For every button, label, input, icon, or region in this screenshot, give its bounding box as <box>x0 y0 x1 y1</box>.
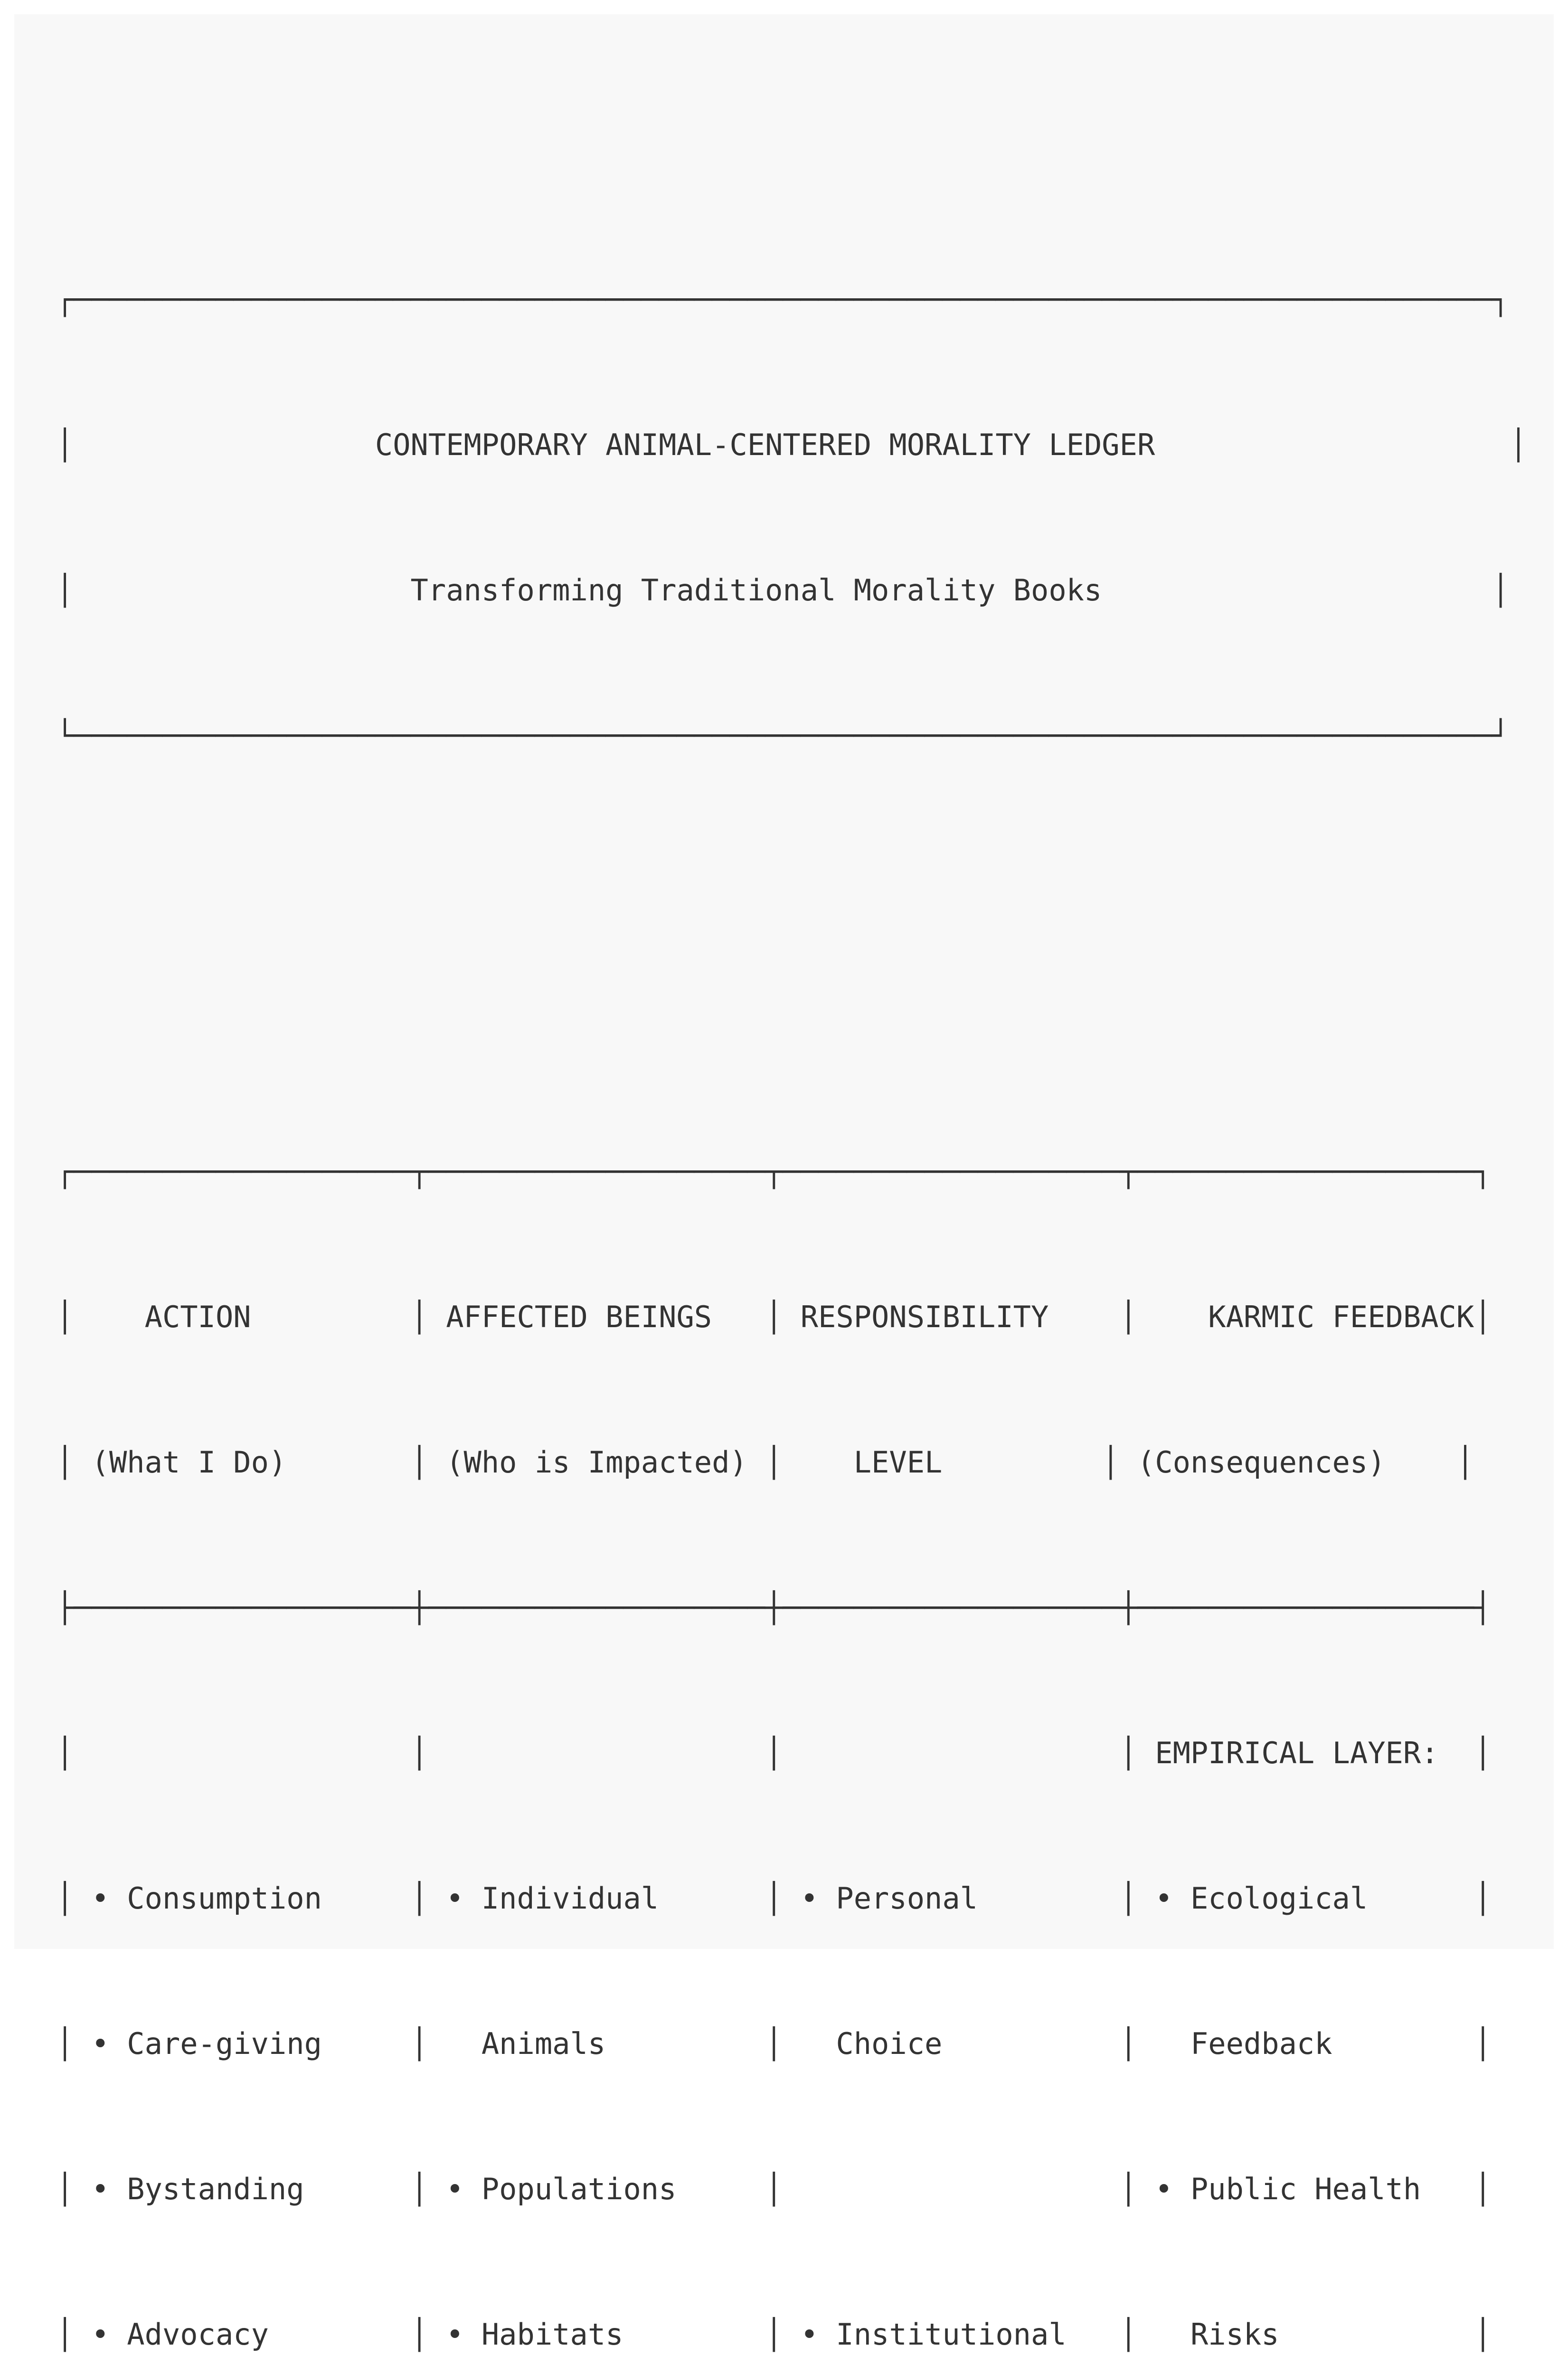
ledger-header-divider: ├───────────────────┼───────────────────┼───────────────────┼───────────────────┤ <box>56 1590 1492 1625</box>
ledger-header-row-2: │ (What I Do) │ (Who is Impacted) │ LEVEL │ (Consequences) │ <box>56 1445 1474 1480</box>
ledger-row: │ │ │ │ EMPIRICAL LAYER: │ <box>56 1736 1492 1770</box>
ledger-border-top: ┌───────────────────┬───────────────────┬───────────────────┬───────────────────┐ <box>56 1154 1492 1189</box>
header-border-top: ┌────────────────────────────────────────────────────────────────────────────────┐ <box>56 282 1510 317</box>
header-box <box>56 179 1545 857</box>
ledger-row: │ • Care-giving │ Animals │ Choice │ Feedback │ <box>56 2026 1492 2061</box>
ledger-table <box>56 1051 1545 2375</box>
ledger-title: │ CONTEMPORARY ANIMAL-CENTERED MORALITY LEDGER │ <box>56 428 1528 462</box>
ledger-header-row-1: │ ACTION │ AFFECTED BEINGS │ RESPONSIBILITY │ KARMIC FEEDBACK│ <box>56 1300 1492 1334</box>
ledger-row: │ • Bystanding │ • Populations │ │ • Public Health │ <box>56 2172 1492 2206</box>
ledger-row: │ • Advocacy │ • Habitats │ • Institutional │ Risks │ <box>56 2317 1492 2352</box>
diagram-panel <box>14 14 1554 2352</box>
header-border-bottom: └────────────────────────────────────────────────────────────────────────────────┘ <box>56 718 1510 753</box>
ledger-row: │ • Consumption │ • Individual │ • Personal │ • Ecological │ <box>56 1881 1492 1916</box>
ledger-subtitle: │ Transforming Traditional Morality Books │ <box>56 573 1510 608</box>
ascii-diagram <box>56 33 1545 2375</box>
